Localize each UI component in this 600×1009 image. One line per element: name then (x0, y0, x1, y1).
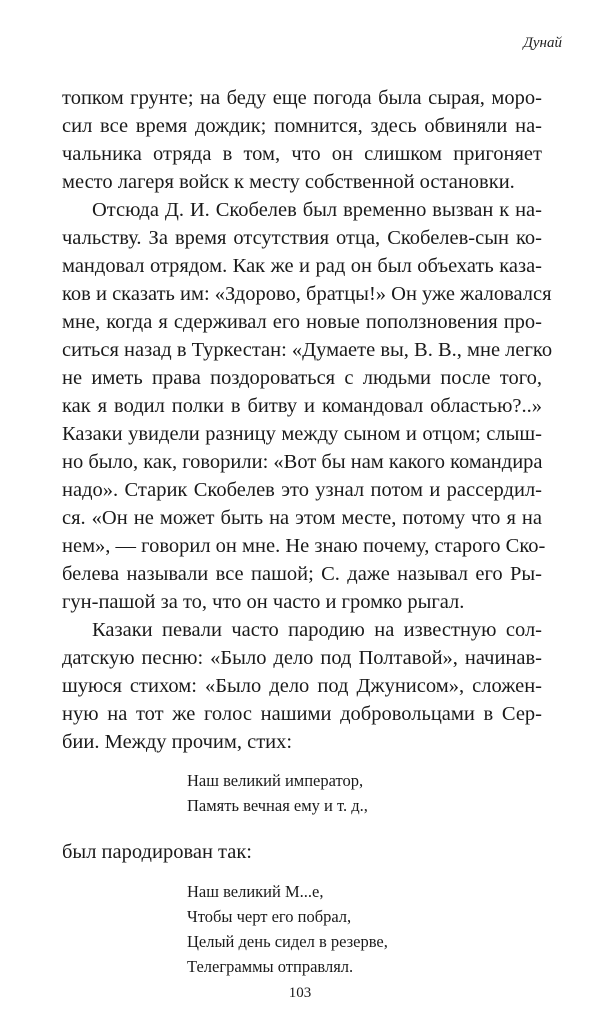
text-line: ную на тот же голос нашими добровольцами в Сер- (62, 703, 542, 725)
text-line: был пародирован так: (62, 841, 253, 863)
text-line: топком грунте; на беду еще погода была сырая, моро- (62, 87, 542, 109)
text-line: ситься назад в Туркестан: «Думаете вы, В. В., мне легко (62, 339, 553, 361)
verse-line: Целый день сидел в резерве, (187, 932, 388, 951)
verse-line: Память вечная ему и т. д., (187, 796, 368, 815)
text-line: ков и сказать им: «Здорово, братцы!» Он уже жаловался (62, 283, 552, 305)
text-line: нем», — говорил он мне. Не знаю почему, старого Ско- (62, 535, 546, 557)
running-title: Дунай (523, 35, 562, 51)
text-line: датскую песню: «Было дело под Полтавой», начинав- (62, 647, 542, 669)
text-line: сил все время дождик; помнится, здесь обвиняли на- (62, 115, 542, 137)
text-line: бии. Между прочим, стих: (62, 731, 293, 753)
text-line: чальству. За время отсутствия отца, Скобелев-сын ко- (62, 227, 542, 249)
text-line: Казаки увидели разницу между сыном и отцом; слыш- (62, 423, 542, 445)
text-line: ся. «Он не может быть на этом месте, потому что я на (62, 507, 542, 529)
verse-line: Чтобы черт его побрал, (187, 907, 352, 926)
verse-line: Наш великий М...е, (187, 882, 324, 901)
text-line: мандовал отрядом. Как же и рад он был объехать каза- (62, 255, 542, 277)
text-line: гун-пашой за то, что он часто и громко рыгал. (62, 591, 465, 613)
verse-line: Наш великий император, (187, 771, 364, 790)
text-line: Отсюда Д. И. Скобелев был временно вызван к на- (92, 199, 542, 221)
text-line: надо». Старик Скобелев это узнал потом и рассердил- (62, 479, 542, 501)
text-line: чальника отряда в том, что он слишком пригоняет (62, 143, 542, 165)
text-line: не иметь права поздороваться с людьми после того, (62, 367, 542, 389)
text-line: как я водил полки в битву и командовал областью?..» (62, 395, 542, 417)
text-line: место лагеря войск к месту собственной остановки. (62, 171, 515, 193)
verse-line: Телеграммы отправлял. (187, 957, 354, 976)
text-line: мне, когда я сдерживал его новые поползновения про- (62, 311, 542, 333)
text-line: шуюся стихом: «Было дело под Джунисом», сложен- (62, 675, 542, 697)
page-number: 103 (288, 985, 312, 1001)
text-line: белева называли все пашой; С. даже называл его Ры- (62, 563, 542, 585)
text-line: Казаки певали часто пародию на известную сол- (92, 619, 542, 641)
text-line: но было, как, говорили: «Вот бы нам какого командира (62, 451, 543, 473)
